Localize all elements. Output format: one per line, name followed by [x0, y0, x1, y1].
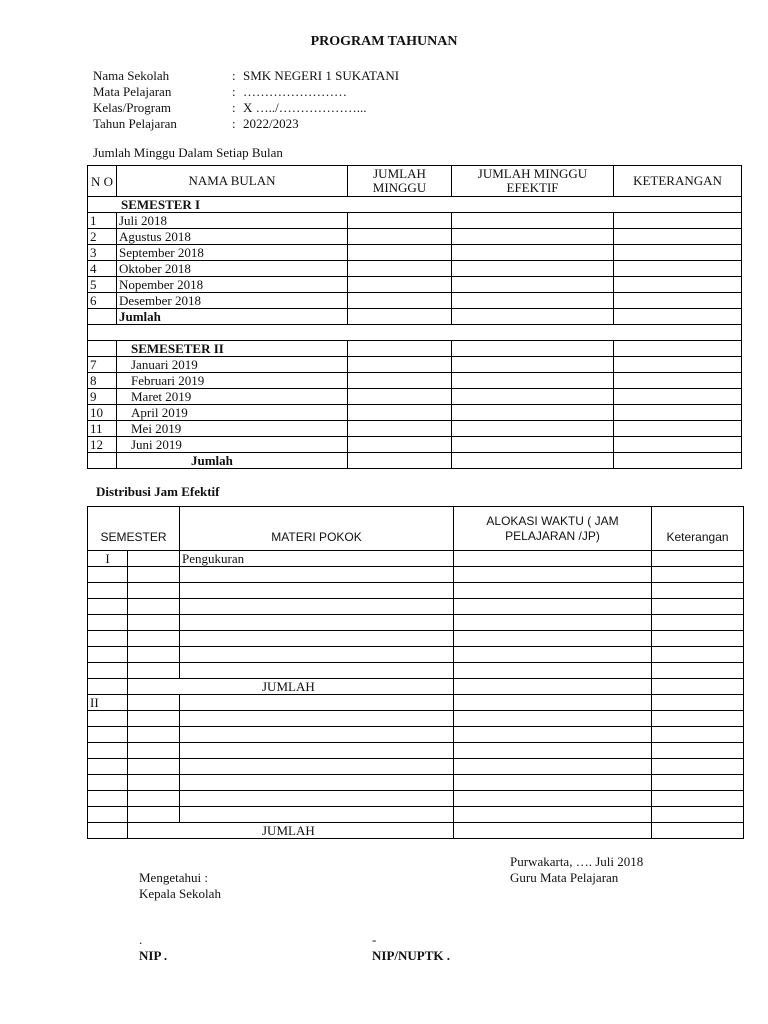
row-no: 11 [88, 421, 117, 437]
cell-empty[interactable] [452, 277, 614, 293]
table-row [88, 213, 742, 229]
cell-empty[interactable] [452, 421, 614, 437]
cell-empty[interactable] [128, 631, 180, 647]
info-value-year: 2022/2023 [243, 116, 299, 131]
cell-empty[interactable] [180, 807, 454, 823]
cell-empty[interactable] [454, 823, 652, 839]
cell-empty[interactable] [348, 309, 452, 325]
materi-cell[interactable]: Pengukuran [180, 551, 454, 567]
cell-empty[interactable] [88, 647, 128, 663]
cell-empty[interactable] [652, 599, 744, 615]
cell-empty[interactable] [128, 727, 180, 743]
cell-empty[interactable] [454, 599, 652, 615]
cell-empty[interactable] [614, 421, 742, 437]
cell-empty [88, 823, 128, 839]
cell-empty[interactable] [180, 791, 454, 807]
table-row [88, 277, 742, 293]
table-row [88, 551, 744, 567]
table-row [88, 583, 744, 599]
cell-empty[interactable] [128, 647, 180, 663]
cell-empty[interactable] [454, 759, 652, 775]
semester-row [88, 197, 742, 213]
row-month: Januari 2019 [117, 357, 348, 373]
cell-empty[interactable] [454, 775, 652, 791]
cell-empty[interactable] [180, 631, 454, 647]
cell-empty[interactable] [454, 615, 652, 631]
row-month: Mei 2019 [117, 421, 348, 437]
row-no: 9 [88, 389, 117, 405]
semester-1-label: SEMESTER I [88, 197, 742, 213]
cell-empty[interactable] [128, 615, 180, 631]
row-month: Oktober 2018 [117, 261, 348, 277]
weeks-table [87, 165, 742, 469]
cell-empty[interactable] [128, 743, 180, 759]
cell-empty[interactable] [128, 695, 180, 711]
table-header-row [88, 166, 742, 197]
cell-empty[interactable] [88, 807, 128, 823]
cell-empty[interactable] [452, 293, 614, 309]
row-no: 3 [88, 245, 117, 261]
table-row [88, 711, 744, 727]
cell-empty[interactable] [652, 743, 744, 759]
cell-empty[interactable] [652, 647, 744, 663]
cell-empty[interactable] [454, 647, 652, 663]
guru-label: Guru Mata Pelajaran [510, 870, 619, 885]
table-row [88, 807, 744, 823]
header-semester: SEMESTER [88, 507, 180, 551]
cell-empty [88, 679, 128, 695]
cell-empty[interactable] [88, 567, 128, 583]
total-label: Jumlah [117, 309, 348, 325]
cell-empty[interactable] [128, 567, 180, 583]
cell-empty[interactable] [614, 277, 742, 293]
table-row [88, 631, 744, 647]
cell-empty[interactable] [88, 743, 128, 759]
info-value-subject: …………………… [243, 84, 347, 99]
cell-empty[interactable] [454, 663, 652, 679]
table-row [88, 405, 742, 421]
table-row [88, 759, 744, 775]
cell-empty [348, 341, 452, 357]
table-row [88, 261, 742, 277]
row-no: 4 [88, 261, 117, 277]
cell-empty[interactable] [452, 389, 614, 405]
table-row [88, 647, 744, 663]
mengetahui-label: Mengetahui : [139, 870, 208, 885]
header-materi: MATERI POKOK [180, 507, 454, 551]
cell-empty[interactable] [348, 213, 452, 229]
cell-empty[interactable] [452, 229, 614, 245]
row-no: 10 [88, 405, 117, 421]
table-row [88, 695, 744, 711]
cell-empty[interactable] [88, 711, 128, 727]
semester-2-label: SEMESETER II [117, 341, 348, 357]
cell-empty[interactable] [614, 213, 742, 229]
cell-empty[interactable] [88, 583, 128, 599]
cell-empty[interactable] [88, 663, 128, 679]
info-label-class: Kelas/Program [93, 100, 171, 115]
header-no: N O [88, 166, 117, 197]
cell-empty[interactable] [454, 551, 652, 567]
cell-empty[interactable] [180, 711, 454, 727]
table-row [88, 567, 744, 583]
header-minggu-efektif: JUMLAH MINGGU EFEKTIF [452, 166, 614, 197]
cell-empty [88, 341, 117, 357]
row-month: September 2018 [117, 245, 348, 261]
cell-empty[interactable] [348, 405, 452, 421]
cell-empty[interactable] [652, 823, 744, 839]
cell-empty[interactable] [348, 261, 452, 277]
cell-empty[interactable] [614, 437, 742, 453]
cell-empty[interactable] [452, 405, 614, 421]
info-value-class: X …../………………... [243, 100, 367, 115]
kepala-label: Kepala Sekolah [139, 886, 221, 901]
cell-empty[interactable] [88, 791, 128, 807]
table-row [88, 229, 742, 245]
row-month: Februari 2019 [117, 373, 348, 389]
cell-empty[interactable] [652, 631, 744, 647]
table-row [88, 293, 742, 309]
cell-empty[interactable] [348, 437, 452, 453]
cell-empty[interactable] [88, 727, 128, 743]
cell-empty[interactable] [128, 663, 180, 679]
cell-empty[interactable] [128, 599, 180, 615]
row-month: Juni 2019 [117, 437, 348, 453]
semester-label: I [88, 551, 128, 567]
row-month: Nopember 2018 [117, 277, 348, 293]
cell-empty[interactable] [454, 567, 652, 583]
cell-empty[interactable] [452, 245, 614, 261]
cell-empty[interactable] [348, 293, 452, 309]
info-colon: : [232, 84, 236, 99]
total-label: JUMLAH [128, 823, 454, 839]
cell-empty[interactable] [652, 759, 744, 775]
cell-empty[interactable] [180, 615, 454, 631]
header-keterangan: Keterangan [652, 507, 744, 551]
info-value-school: SMK NEGERI 1 SUKATANI [243, 68, 400, 83]
cell-empty[interactable] [88, 615, 128, 631]
cell-empty[interactable] [652, 711, 744, 727]
cell-empty[interactable] [652, 567, 744, 583]
cell-empty[interactable] [454, 807, 652, 823]
row-month: Agustus 2018 [117, 229, 348, 245]
cell-empty[interactable] [614, 453, 742, 469]
total-label: Jumlah [117, 453, 348, 469]
header-nama-bulan: NAMA BULAN [117, 166, 348, 197]
table-row [88, 743, 744, 759]
cell-empty[interactable] [128, 775, 180, 791]
row-no: 12 [88, 437, 117, 453]
cell-empty[interactable] [454, 695, 652, 711]
cell-empty[interactable] [180, 647, 454, 663]
signature-line-left: . [139, 932, 143, 947]
row-month: Desember 2018 [117, 293, 348, 309]
table1-caption: Jumlah Minggu Dalam Setiap Bulan [93, 145, 283, 160]
cell-empty[interactable] [614, 373, 742, 389]
cell-empty[interactable] [454, 743, 652, 759]
row-no: 8 [88, 373, 117, 389]
table-row [88, 373, 742, 389]
nip-nuptk-label: NIP/NUPTK . [372, 948, 450, 963]
cell-empty[interactable] [454, 583, 652, 599]
nip-label: NIP . [139, 948, 168, 963]
cell-empty[interactable] [614, 293, 742, 309]
total-label: JUMLAH [128, 679, 454, 695]
cell-empty[interactable] [128, 759, 180, 775]
header-alokasi: ALOKASI WAKTU ( JAM PELAJARAN /JP) [454, 507, 652, 551]
row-no: 6 [88, 293, 117, 309]
cell-empty [614, 341, 742, 357]
signature-line-right: - [372, 932, 377, 947]
table-row [88, 389, 742, 405]
table-row [88, 663, 744, 679]
semester-row [88, 341, 742, 357]
cell-empty[interactable] [652, 807, 744, 823]
cell-empty[interactable] [652, 583, 744, 599]
cell-empty[interactable] [652, 775, 744, 791]
row-no: 7 [88, 357, 117, 373]
cell-empty[interactable] [454, 791, 652, 807]
cell-empty[interactable] [614, 389, 742, 405]
cell-empty[interactable] [652, 791, 744, 807]
info-colon: : [232, 68, 236, 83]
table-header-row [88, 507, 744, 551]
cell-empty[interactable] [88, 631, 128, 647]
cell-empty[interactable] [452, 309, 614, 325]
table-row [88, 599, 744, 615]
cell-empty[interactable] [180, 775, 454, 791]
total-row [88, 823, 744, 839]
header-jumlah-minggu: JUMLAH MINGGU [348, 166, 452, 197]
cell-empty[interactable] [614, 229, 742, 245]
cell-empty[interactable] [452, 213, 614, 229]
cell-empty[interactable] [348, 373, 452, 389]
cell-empty[interactable] [88, 759, 128, 775]
cell-empty[interactable] [88, 775, 128, 791]
cell-empty[interactable] [652, 663, 744, 679]
distribution-table [87, 506, 744, 839]
info-label-school: Nama Sekolah [93, 68, 170, 83]
cell-empty[interactable] [454, 631, 652, 647]
row-month: April 2019 [117, 405, 348, 421]
row-no: 5 [88, 277, 117, 293]
cell-empty[interactable] [128, 807, 180, 823]
cell-empty[interactable] [128, 791, 180, 807]
cell-empty [452, 341, 614, 357]
row-month: Juli 2018 [117, 213, 348, 229]
cell-empty[interactable] [454, 711, 652, 727]
table-row [88, 245, 742, 261]
cell-empty[interactable] [452, 453, 614, 469]
cell-empty[interactable] [348, 389, 452, 405]
row-no: 2 [88, 229, 117, 245]
cell-empty[interactable] [452, 373, 614, 389]
cell-empty[interactable] [652, 679, 744, 695]
cell-empty[interactable] [180, 599, 454, 615]
spacer-row [88, 325, 742, 341]
row-no: 1 [88, 213, 117, 229]
cell-empty[interactable] [452, 261, 614, 277]
cell-empty[interactable] [128, 711, 180, 727]
cell-empty[interactable] [180, 695, 454, 711]
cell-empty[interactable] [614, 405, 742, 421]
cell-empty[interactable] [348, 245, 452, 261]
cell-empty[interactable] [454, 727, 652, 743]
cell-empty[interactable] [128, 583, 180, 599]
cell-empty[interactable] [180, 583, 454, 599]
cell-empty[interactable] [348, 421, 452, 437]
total-row [88, 309, 742, 325]
place-date: Purwakarta, …. Juli 2018 [510, 854, 644, 869]
info-label-subject: Mata Pelajaran [93, 84, 172, 99]
cell-empty[interactable] [348, 229, 452, 245]
cell-empty[interactable] [614, 261, 742, 277]
cell-empty[interactable] [180, 759, 454, 775]
cell-empty[interactable] [614, 309, 742, 325]
total-row [88, 679, 744, 695]
cell-empty[interactable] [452, 437, 614, 453]
info-label-year: Tahun Pelajaran [93, 116, 177, 131]
info-colon: : [232, 116, 236, 131]
cell-empty[interactable] [652, 695, 744, 711]
cell-empty[interactable] [180, 567, 454, 583]
cell-empty[interactable] [348, 357, 452, 373]
table-row [88, 437, 742, 453]
cell-empty [88, 309, 117, 325]
table-row [88, 357, 742, 373]
spacer-cell [88, 325, 742, 341]
table-row [88, 421, 742, 437]
table-row [88, 791, 744, 807]
cell-empty[interactable] [452, 357, 614, 373]
cell-empty[interactable] [88, 599, 128, 615]
page-title: PROGRAM TAHUNAN [310, 34, 458, 49]
cell-empty [88, 453, 117, 469]
info-colon: : [232, 100, 236, 115]
cell-empty[interactable] [652, 727, 744, 743]
table-row [88, 775, 744, 791]
cell-empty[interactable] [348, 453, 452, 469]
cell-empty[interactable] [614, 245, 742, 261]
cell-empty[interactable] [614, 357, 742, 373]
cell-empty[interactable] [652, 551, 744, 567]
cell-empty[interactable] [128, 551, 180, 567]
cell-empty[interactable] [454, 679, 652, 695]
cell-empty[interactable] [180, 743, 454, 759]
row-month: Maret 2019 [117, 389, 348, 405]
table-row [88, 727, 744, 743]
table-row [88, 615, 744, 631]
cell-empty[interactable] [348, 277, 452, 293]
header-keterangan: KETERANGAN [614, 166, 742, 197]
total-row [88, 453, 742, 469]
cell-empty[interactable] [180, 663, 454, 679]
cell-empty[interactable] [180, 727, 454, 743]
table2-caption: Distribusi Jam Efektif [96, 484, 220, 499]
semester-label: II [88, 695, 128, 711]
cell-empty[interactable] [652, 615, 744, 631]
